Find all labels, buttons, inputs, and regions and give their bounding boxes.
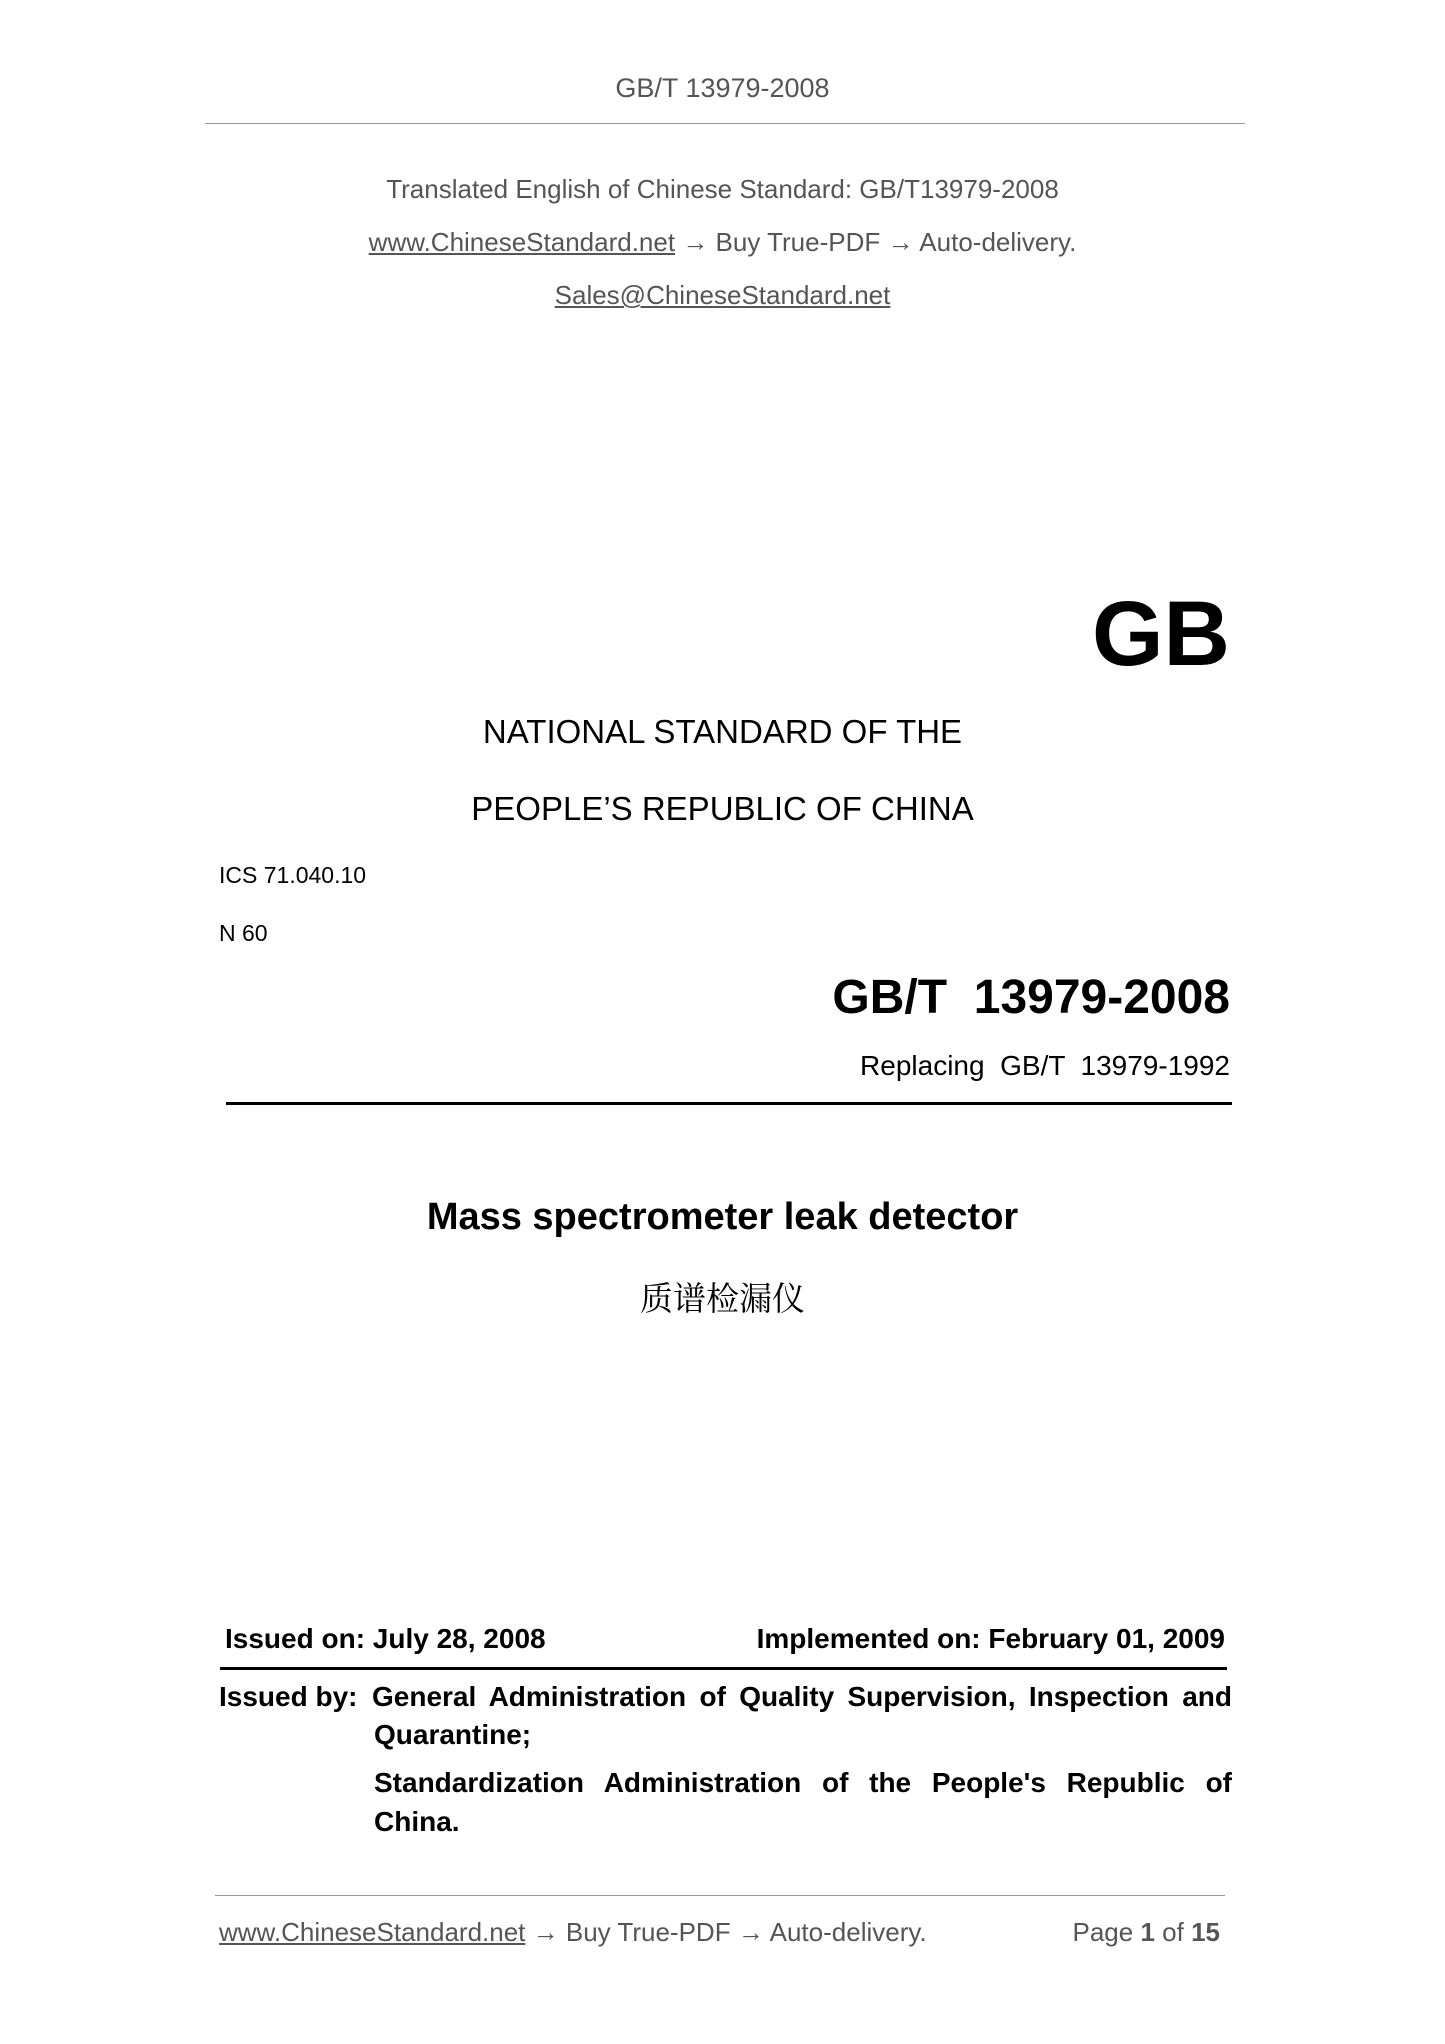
footer-buy-text: Buy True-PDF <box>565 1917 731 1947</box>
ics-code: ICS 71.040.10 <box>219 862 367 888</box>
arrow-icon: → <box>887 227 914 257</box>
standard-number: GB/T 13979-2008 <box>832 971 1230 1024</box>
footer-delivery-text: Auto-delivery. <box>769 1917 927 1947</box>
title-divider <box>226 1102 1232 1105</box>
replacing-standard: Replacing GB/T 13979-1992 <box>860 1050 1230 1081</box>
header-divider <box>205 123 1245 124</box>
site-link[interactable]: www.ChineseStandard.net <box>368 227 676 257</box>
arrow-icon: → <box>682 227 709 257</box>
page-indicator <box>1072 1917 1220 1948</box>
implemented-on: Implemented on: February 01, 2009 <box>756 1623 1225 1654</box>
purchase-line <box>0 227 1445 258</box>
delivery-text: Auto-delivery. <box>919 227 1077 257</box>
national-standard-line1: NATIONAL STANDARD OF THE <box>482 713 963 750</box>
page-of: of <box>1162 1917 1184 1947</box>
issuer-1-line1: General Administration of Quality Supervision, Inspection and <box>372 1681 1232 1712</box>
issuer-1-line2: Quarantine; <box>374 1719 532 1750</box>
title-english: Mass spectrometer leak detector <box>426 1196 1019 1238</box>
buy-text: Buy True-PDF <box>715 227 881 257</box>
issuer-2-line2: China. <box>374 1806 460 1837</box>
issuer-2-line1: Standardization Administration of the People's Republic of <box>374 1767 1232 1798</box>
page-total: 15 <box>1191 1917 1220 1947</box>
issued-on: Issued on: July 28, 2008 <box>225 1623 546 1654</box>
dates-divider <box>220 1667 1227 1670</box>
arrow-icon: → <box>737 1917 764 1947</box>
running-header: GB/T 13979-2008 <box>615 73 830 103</box>
issued-by-label: Issued by: <box>219 1681 358 1712</box>
sales-email-link[interactable]: Sales@ChineseStandard.net <box>554 280 891 310</box>
ccs-code: N 60 <box>219 920 268 946</box>
footer-divider <box>215 1895 1225 1896</box>
footer-site-link[interactable]: www.ChineseStandard.net <box>219 1917 526 1947</box>
translation-notice: Translated English of Chinese Standard: GB/T13979-2008 <box>386 174 1059 204</box>
footer-purchase-line <box>219 1917 927 1948</box>
title-chinese: 质谱检漏仪 <box>640 1279 805 1318</box>
page-current: 1 <box>1140 1917 1155 1947</box>
gb-logo: GB <box>1092 583 1230 685</box>
national-standard-line2: PEOPLE’S REPUBLIC OF CHINA <box>471 790 974 827</box>
email-line <box>0 280 1445 311</box>
page-label: Page <box>1072 1917 1134 1947</box>
arrow-icon: → <box>532 1917 559 1947</box>
